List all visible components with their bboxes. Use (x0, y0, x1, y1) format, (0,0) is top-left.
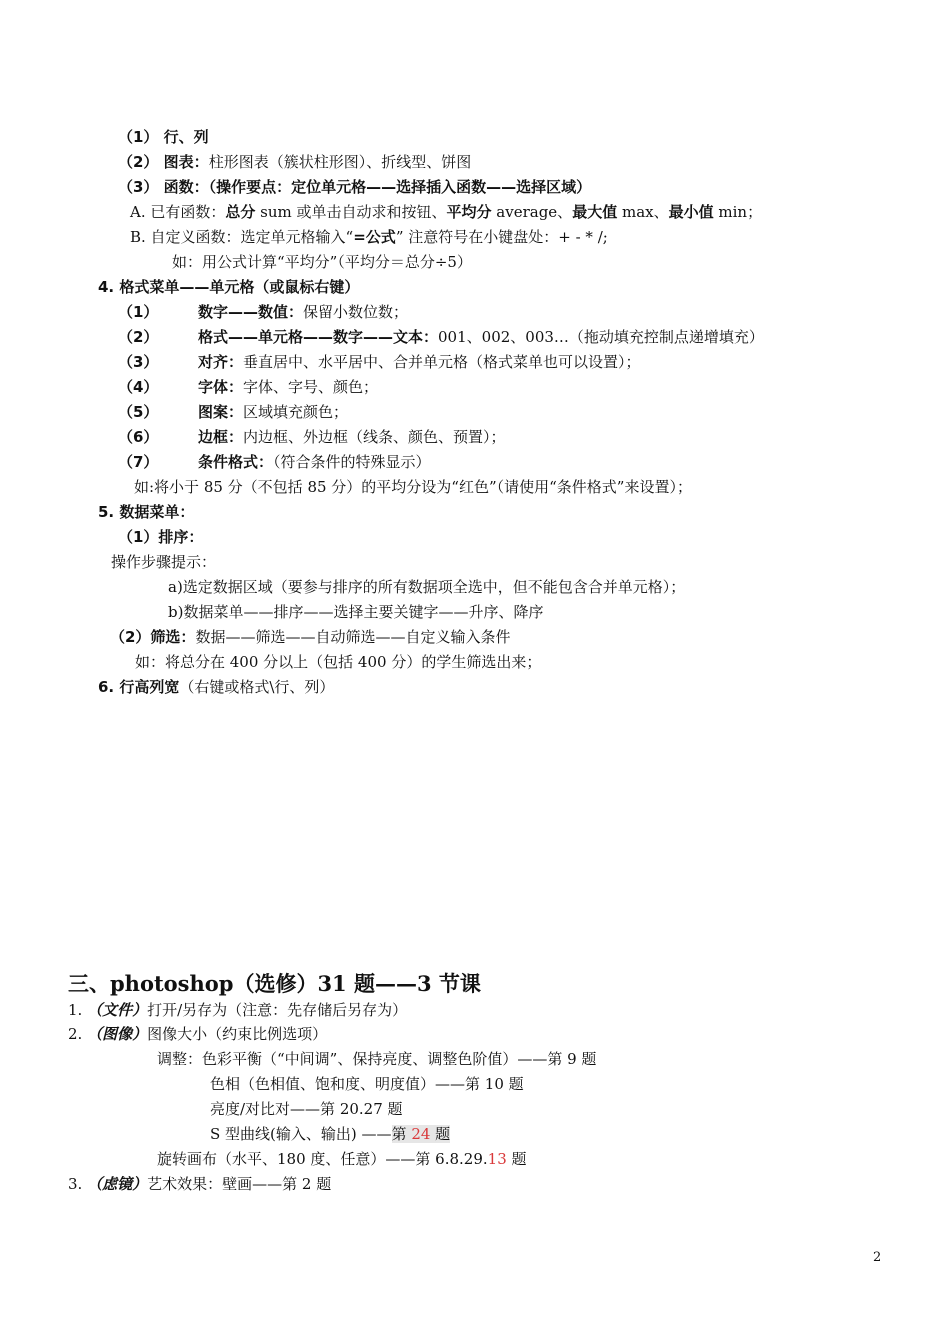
item-num: （3） (118, 353, 159, 371)
item-label: （文件） (87, 1001, 148, 1019)
item-label: 6. 行高列宽 (98, 678, 180, 696)
item-num: （4） (118, 378, 159, 396)
item-num: （7） (118, 453, 159, 471)
text: sum 或单击自动求和按钮、 (255, 203, 447, 221)
item-text: 数据——筛选——自动筛选——自定义输入条件 (195, 628, 511, 646)
format-item-4 (118, 377, 378, 397)
keyword: 最小值 (668, 203, 714, 221)
item-label: （虑镜） (87, 1175, 148, 1193)
item-custom-function (130, 227, 608, 247)
filter-item (110, 627, 510, 647)
item-num: （1） (118, 303, 159, 321)
example-average: 如：用公式计算“平均分”（平均分＝总分÷5） (172, 253, 472, 271)
item-text: S 型曲线(输入、输出) —— (210, 1125, 392, 1143)
ps-item-3 (68, 1174, 331, 1194)
item-num: （2） (118, 153, 164, 171)
ps-item-2 (68, 1024, 327, 1044)
item-label: 对齐： (198, 353, 244, 371)
item-text: 打开/另存为（注意：先存储后另存为） (147, 1001, 408, 1019)
item-num: 2. (68, 1025, 88, 1043)
highlight-text: 题 (430, 1125, 451, 1143)
item-text: 区域填充颜色； (243, 403, 349, 421)
highlight-number: 13 (487, 1150, 507, 1168)
text: max、 (617, 203, 669, 221)
section-5-title: 5. 数据菜单： (98, 503, 195, 521)
format-item-7 (118, 452, 431, 472)
item-text: 垂直居中、水平居中、合并单元格（格式菜单也可以设置）； (243, 353, 641, 371)
item-text: 柱形图表（簇状柱形图）、折线型、饼图 (208, 153, 472, 171)
text: average、 (491, 203, 573, 221)
text: ” 注意符号在小键盘处：+ - * /; (395, 228, 608, 246)
item-num: 3. (68, 1175, 88, 1193)
item-num: 1. (68, 1001, 88, 1019)
section-4-title: 4. 格式菜单——单元格（或鼠标右键） (98, 278, 360, 296)
format-item-5 (118, 402, 348, 422)
item-rows-columns: （1） 行、列 (118, 128, 209, 146)
keyword: =公式 (353, 228, 396, 246)
item-text: 保留小数位数； (303, 303, 409, 321)
keyword: 最大值 (572, 203, 618, 221)
item-text: 字体、字号、颜色； (243, 378, 379, 396)
example-filter: 如：将总分在 400 分以上（包括 400 分）的学生筛选出来； (135, 653, 542, 671)
format-item-2 (118, 327, 764, 347)
format-item-1 (118, 302, 408, 322)
item-label: 图案： (198, 403, 244, 421)
item-num: （5） (118, 403, 159, 421)
item-label: 条件格式： (198, 453, 274, 471)
item-text: 001、002、003…（拖动填充控制点递增填充） (438, 328, 764, 346)
item-num: （2） (118, 328, 159, 346)
photoshop-heading: 三、photoshop（选修）31 题——3 节课 (68, 971, 481, 996)
item-existing-functions (130, 202, 762, 222)
section-6-title (98, 677, 334, 697)
steps-hint: 操作步骤提示： (111, 553, 217, 571)
item-text: 旋转画布（水平、180 度、任意）——第 6.8.29. (157, 1150, 488, 1168)
item-label: 图表： (163, 153, 209, 171)
adjust-color-balance: 调整：色彩平衡（“中间调”、保持亮度、调整色阶值）——第 9 题 (157, 1050, 597, 1068)
item-text: 内边框、外边框（线条、颜色、预置）； (243, 428, 506, 446)
rotate-canvas (157, 1149, 527, 1169)
text: B. 自定义函数：选定单元格输入“ (130, 228, 354, 246)
keyword: 平均分 (446, 203, 492, 221)
step-b: b)数据菜单——排序——选择主要关键字——升序、降序 (168, 603, 544, 621)
step-a: a)选定数据区域（要参与排序的所有数据项全选中，但不能包含合并单元格）； (168, 578, 686, 596)
adjust-curves (210, 1124, 450, 1144)
item-text: 题 (506, 1150, 527, 1168)
text: min； (713, 203, 763, 221)
item-num: （6） (118, 428, 159, 446)
item-label: （图像） (87, 1025, 148, 1043)
highlight-text: 第 (391, 1125, 412, 1143)
item-text: （右键或格式\行、列） (179, 678, 335, 696)
item-text: 图像大小（约束比例选项） (147, 1025, 328, 1043)
highlight-number: 24 (411, 1125, 431, 1143)
format-item-3 (118, 352, 641, 372)
item-label: （2）筛选： (110, 628, 196, 646)
adjust-brightness: 亮度/对比对——第 20.27 题 (210, 1100, 403, 1118)
item-label: 格式——单元格——数字——文本： (198, 328, 439, 346)
page-number: 2 (873, 1250, 882, 1265)
text: A. 已有函数： (130, 203, 226, 221)
format-item-6 (118, 427, 506, 447)
item-label: 边框： (198, 428, 244, 446)
ps-item-1 (68, 1000, 407, 1020)
item-functions: （3） 函数：（操作要点：定位单元格——选择插入函数——选择区域） (118, 178, 592, 196)
sort-title: （1）排序： (118, 528, 204, 546)
item-text: （符合条件的特殊显示） (273, 453, 431, 471)
item-charts (118, 152, 471, 172)
item-text: 艺术效果：壁画——第 2 题 (147, 1175, 332, 1193)
adjust-hue: 色相（色相值、饱和度、明度值）——第 10 题 (210, 1075, 524, 1093)
keyword: 总分 (225, 203, 256, 221)
example-conditional-format: 如:将小于 85 分（不包括 85 分）的平均分设为“红色”（请使用“条件格式”来设置）； (134, 478, 692, 496)
item-label: 字体： (198, 378, 244, 396)
item-label: 数字——数值： (198, 303, 304, 321)
